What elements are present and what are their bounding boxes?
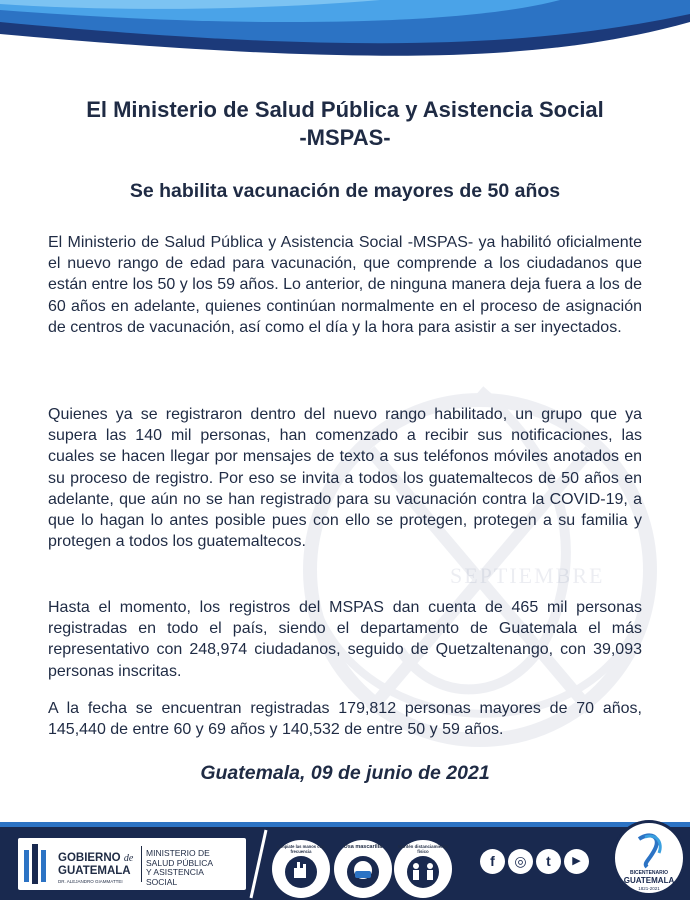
president-name: DR. ALEJANDRO GIAMMATTEI: [58, 879, 123, 884]
watermark-text: SEPTIEMBRE: [450, 563, 605, 588]
footer-slash: [248, 828, 270, 900]
ministry-line: Y ASISTENCIA: [146, 867, 204, 877]
gobierno-de: de: [123, 853, 134, 864]
facebook-icon[interactable]: f: [480, 849, 505, 874]
instagram-icon[interactable]: ◎: [508, 849, 533, 874]
title-line: El Ministerio de Salud Pública y Asistencia Social: [86, 97, 604, 122]
bicentenario-country: GUATEMALA: [623, 876, 675, 885]
guatemala-flag-icon: [24, 844, 50, 884]
badge-hand-washing: [272, 840, 330, 898]
paragraph-2: Quienes ya se registraron dentro del nuevo rango habilitado, un grupo que ya supera las 140 mil personas, han comenzado a recibir sus notificaciones, las cuales se hacen llegar por mensajes de texto a sus teléfonos móviles anotados en su proceso de registro. Por eso se invita a todos los guatemaltecos de 50 años en adelante, que aún no se han registrado para su vacunación contra la COVID-19, a que lo hagan lo antes posible pues con ello se protegen, protegen a su familia y protegen a todos los guatemaltecos.: [48, 406, 642, 551]
bicentenario-label: BICENTENARIO: [629, 870, 669, 876]
footer-accent-band: [0, 822, 690, 827]
bicentenario-years: 1821-2021: [638, 886, 660, 891]
ministry-name: [146, 849, 213, 887]
gobierno-guatemala-logo: [18, 838, 246, 890]
subtitle: Se habilita vacunación de mayores de 50 años: [129, 180, 561, 202]
paragraph-4: A la fecha se encuentran registradas 179,812 personas mayores de 70 años, 145,440 de entre 60 y 69 años y 140,532 de entre 50 y 59 años.: [48, 700, 642, 739]
badge-mask: [334, 840, 392, 898]
badge-distancing: [394, 840, 452, 898]
gobierno-word: GOBIERNO: [58, 852, 121, 864]
logo-divider: [141, 846, 142, 882]
badge-label: Límpiate las manos con frecuencia: [277, 844, 325, 854]
bicentenario-seal: [612, 820, 686, 896]
badge-label: Usa mascarilla: [343, 844, 383, 850]
ministry-line: SOCIAL: [146, 876, 178, 887]
title-acronym: -MSPAS-: [299, 125, 391, 150]
header-wave-banner: [0, 0, 690, 80]
badge-label: Mantén distanciamiento físico: [397, 844, 448, 854]
paragraph-1: El Ministerio de Salud Pública y Asistencia Social -MSPAS- ya habilitó oficialmente el nuevo rango de edad para vacunación, que comprende a los ciudadanos que están entre los 50 y los 59 años. Lo anterior, de ninguna manera deja fuera a los de 60 años en adelante, quienes continúan normalmente en el proceso de asignación de centros de vacunación, así como el día y la hora para asistir a ser inyectados.: [48, 234, 642, 336]
guatemala-word: GUATEMALA: [58, 865, 131, 877]
ministry-line: SALUD PÚBLICA: [146, 857, 214, 868]
gobierno-wordmark: [58, 852, 133, 877]
ministry-line: MINISTERIO DE: [146, 848, 210, 858]
page-title: [0, 96, 690, 152]
twitter-icon[interactable]: t: [536, 849, 561, 874]
youtube-icon[interactable]: ▶: [564, 849, 589, 874]
date-line: Guatemala, 09 de junio de 2021: [200, 762, 490, 784]
paragraph-3: Hasta el momento, los registros del MSPAS dan cuenta de 465 mil personas registradas en todo el país, siendo el departamento de Guatemala el más representativo con 248,974 ciudadanos, seguido de Quetzaltenango, con 39,093 personas inscritas.: [48, 599, 642, 680]
